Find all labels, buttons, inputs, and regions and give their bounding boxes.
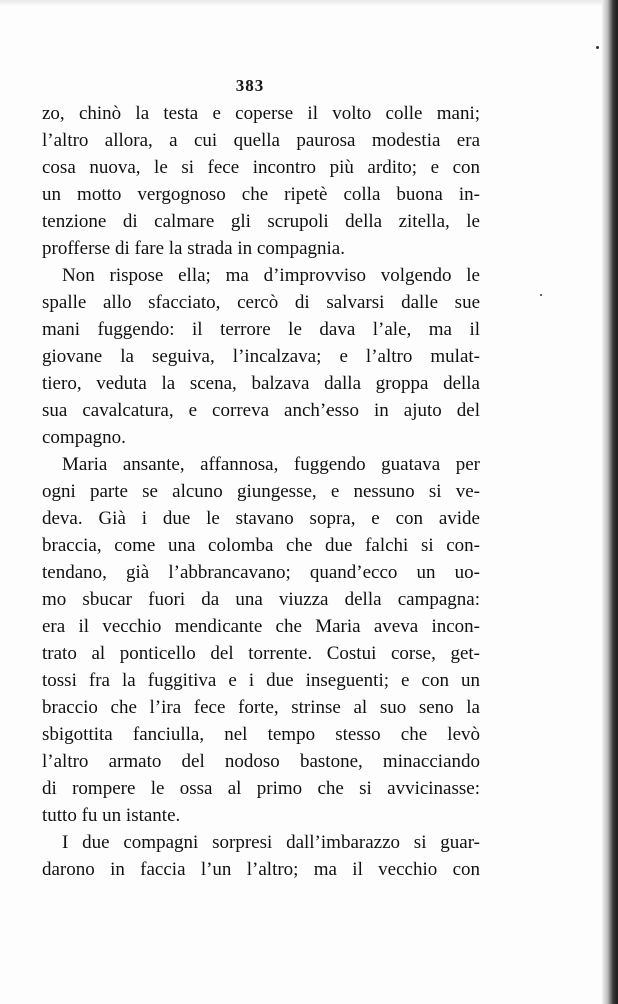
text-line: compagno. [42, 427, 126, 448]
text-line: zo, chinò la testa e coperse il volto colle mani; [42, 103, 480, 124]
text-line: deva. Già i due le stavano sopra, e con avide [42, 508, 480, 529]
text-line: mani fuggendo: il terrore le dava l’ale, ma il [42, 319, 480, 340]
text-line: di rompere le ossa al primo che si avvicinasse: [42, 778, 480, 799]
scan-top-edge [0, 0, 618, 6]
text-line: spalle allo sfacciato, cercò di salvarsi dalle sue [42, 292, 480, 313]
text-line: tendano, già l’abbrancavano; quand’ecco un uo- [42, 562, 480, 583]
text-line: tossi fra la fuggitiva e i due inseguenti; e con un [42, 670, 480, 691]
text-line: l’altro armato del nodoso bastone, minacciando [42, 751, 480, 772]
scan-speck [596, 46, 599, 49]
text-line: I due compagni sorpresi dall’imbarazzo si guar- [62, 832, 480, 853]
text-line: braccio che l’ira fece forte, strinse al suo seno la [42, 697, 480, 718]
body-text [42, 100, 480, 883]
text-line: un motto vergognoso che ripetè colla buona in- [42, 184, 480, 205]
text-line: sbigottita fanciulla, nel tempo stesso che levò [42, 724, 480, 745]
text-line: l’altro allora, a cui quella paurosa modestia era [42, 130, 480, 151]
page-number: 383 [235, 76, 265, 95]
text-line: tenzione di calmare gli scrupoli della zitella, le [42, 211, 480, 232]
text-line: cosa nuova, le si fece incontro più ardito; e con [42, 157, 480, 178]
text-line: Non rispose ella; ma d’improvviso volgendo le [62, 265, 480, 286]
text-line: tutto fu un istante. [42, 805, 181, 826]
text-line: darono in faccia l’un l’altro; ma il vecchio con [42, 859, 480, 880]
text-line: giovane la seguiva, l’incalzava; e l’altro mulat- [42, 346, 480, 367]
text-line: era il vecchio mendicante che Maria aveva incon- [42, 616, 480, 637]
scan-speck [540, 294, 542, 296]
text-line: profferse di fare la strada in compagnia. [42, 238, 345, 259]
text-line: ogni parte se alcuno giungesse, e nessuno si ve- [42, 481, 480, 502]
text-line: mo sbucar fuori da una viuzza della campagna: [42, 589, 480, 610]
text-line: braccia, come una colomba che due falchi si con- [42, 535, 480, 556]
text-line: trato al ponticello del torrente. Costui corse, get- [42, 643, 480, 664]
text-line: Maria ansante, affannosa, fuggendo guatava per [62, 454, 480, 475]
text-line: tiero, veduta la scena, balzava dalla groppa della [42, 373, 480, 394]
text-line: sua cavalcatura, e correva anch’esso in ajuto del [42, 400, 480, 421]
scan-right-edge [602, 0, 618, 1004]
